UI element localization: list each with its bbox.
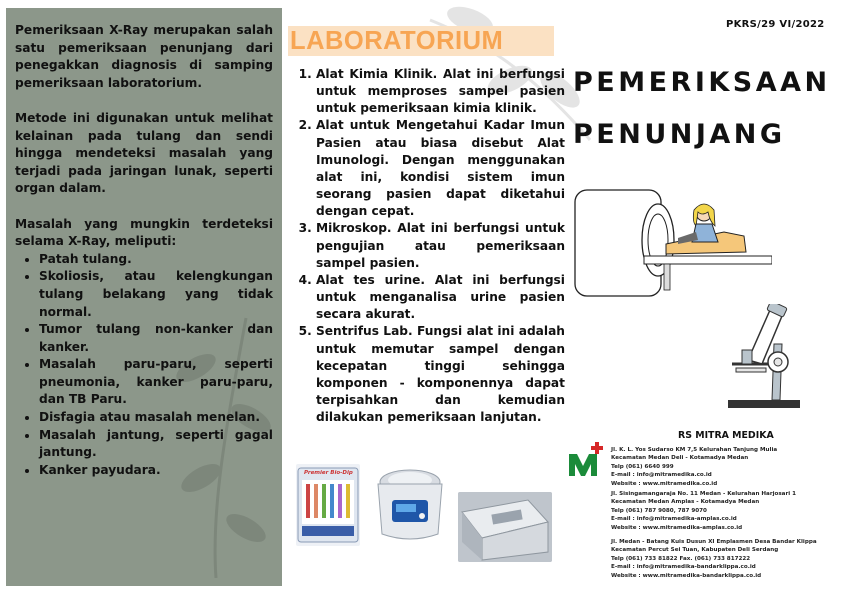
document-code: PKRS/29 VI/2022 — [726, 19, 825, 30]
branch-email: E-mail : info@mitramedika.co.id — [611, 472, 712, 479]
list-item: • Tumor tulang non-kanker dan kanker. — [39, 321, 273, 356]
rs-mitra-medika-logo-icon — [567, 442, 607, 478]
branch-address: Jl. Medan - Batang Kuis Dusun XI Emplasmen Desa Bandar Klippa — [611, 539, 817, 545]
list-item: 2. Alat untuk Mengetahui Kadar Imun Pasien atau biasa disebut Alat Imunologi. Dengan menggunakan alat ini, kondisi sistem imun seorang pasien dapat diketahui dengan cepat. — [316, 117, 565, 220]
centrifuge-icon — [370, 460, 450, 546]
branch-address-block — [611, 446, 837, 488]
xray-scanner-illustration-icon — [574, 182, 772, 298]
brochure-title — [573, 57, 831, 161]
branch-district: Kecamatan Medan Amplas - Kotamadya Medan — [611, 499, 760, 506]
list-item: 5. Sentrifus Lab. Fungsi alat ini adalah untuk memutar sampel dengan kecepatan tinggi sehingga komponen - komponennya dapat terpisahkan dan kemudian dilakukan pemeriksaan lanjutan. — [316, 323, 565, 426]
analyzer-machine-icon — [458, 492, 552, 562]
branch-email: E-mail : info@mitramedika-bandarklippa.co.id — [611, 564, 756, 571]
left-panel-text — [15, 22, 273, 479]
branch-website: Website : www.mitramedika.co.id — [611, 480, 718, 487]
xray-problems-intro: Masalah yang mungkin terdeteksi selama X-Ray, meliputi: — [15, 216, 273, 249]
branch-address-block — [611, 490, 837, 532]
list-item: • Kanker payudara. — [39, 462, 273, 480]
laboratorium-heading — [288, 26, 554, 56]
chemistry-analyzer-photo — [458, 492, 552, 562]
branch-phone: Telp (061) 6640 999 — [611, 463, 674, 470]
list-item: • Masalah jantung, seperti gagal jantung. — [39, 427, 273, 462]
branch-district: Kecamatan Medan Deli - Kotamadya Medan — [611, 455, 749, 462]
branch-district: Kecamatan Percut Sei Tuan, Kabupaten Deli Serdang — [611, 547, 779, 554]
branch-address: Jl. Sisingamangaraja No. 11 Medan - Kelurahan Harjosari 1 — [611, 491, 796, 497]
photo-caption: Premier Bio-Dip — [304, 470, 353, 476]
branch-website: Website : www.mitramedika-bandarklippa.co.id — [611, 572, 762, 579]
list-item: • Masalah paru-paru, seperti pneumonia, kanker paru-paru, dan TB Paru. — [39, 356, 273, 409]
left-panel — [6, 8, 282, 586]
branch-address-block — [611, 538, 837, 580]
xray-problems-list — [15, 251, 273, 480]
list-item: 3. Mikroskop. Alat ini berfungsi untuk pengujian atau pemeriksaan sampel pasien. — [316, 220, 565, 271]
laboratorium-title: LABORATORIUM — [290, 27, 504, 55]
centrifuge-photo — [370, 460, 450, 546]
xray-method-paragraph: Metode ini digunakan untuk melihat kelainan pada tulang dan sendi hingga mendeteksi masalah yang terjadi pada jaringan lunak, seperti organ dalam. — [15, 110, 273, 196]
branch-address: Jl. K. L. Yos Sudarso KM 7,5 Kelurahan Tanjung Mulia — [611, 447, 778, 453]
hospital-name: RS MITRA MEDIKA — [678, 430, 774, 441]
list-item: • Patah tulang. — [39, 251, 273, 269]
microscope-illustration-icon — [722, 304, 804, 410]
branch-phone: Telp (061) 787 9080, 787 9070 — [611, 507, 707, 514]
list-item: • Disfagia atau masalah menelan. — [39, 409, 273, 427]
branch-email: E-mail : info@mitramedika-amplas.co.id — [611, 516, 737, 523]
list-item: 1. Alat Kimia Klinik. Alat ini berfungsi untuk memproses sampel pasien untuk pemeriksaan kimia klinik. — [316, 66, 565, 117]
xray-intro-paragraph: Pemeriksaan X-Ray merupakan salah satu pemeriksaan penunjang dari penegakkan diagnosis di samping pemeriksaan laboratorium. — [15, 23, 273, 90]
title-line: PENUNJANG — [573, 119, 786, 150]
lab-equipment-list — [300, 66, 565, 426]
urine-test-strip-photo — [296, 464, 360, 546]
branch-website: Website : www.mitramedika-amplas.co.id — [611, 524, 743, 531]
branch-phone: Telp (061) 733 81822 Fax. (061) 733 817222 — [611, 555, 751, 562]
title-line: PEMERIKSAAN — [573, 67, 831, 98]
urine-strip-box-icon — [296, 464, 360, 546]
list-item: • Skoliosis, atau kelengkungan tulang belakang yang tidak normal. — [39, 268, 273, 321]
list-item: 4. Alat tes urine. Alat ini berfungsi untuk menganalisa urine pasien secara akurat. — [316, 272, 565, 323]
